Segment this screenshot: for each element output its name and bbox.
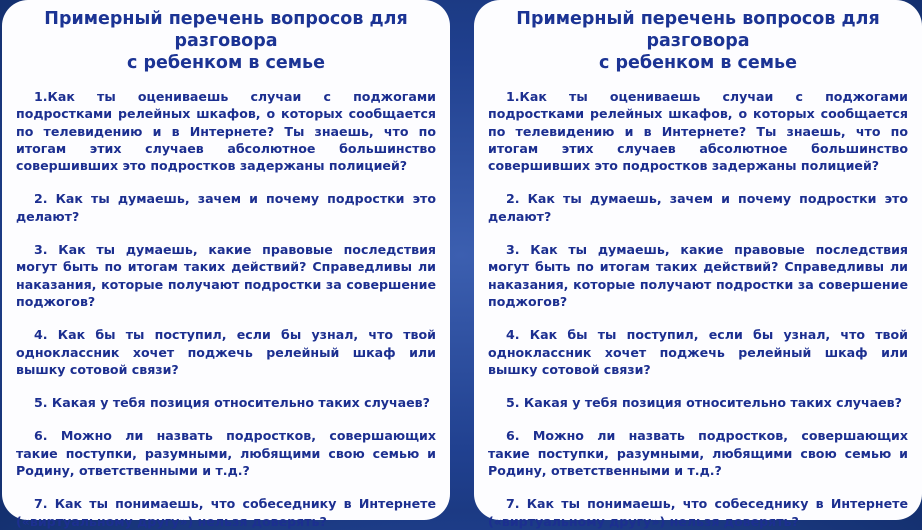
title-line-1: Примерный перечень вопросов для разговора [516,9,880,51]
question-6: 6. Можно ли назвать подростков, совершающих такие поступки, разумными, любящими свою семью и Родину, ответственными и т.д.? [16,428,436,479]
question-6: 6. Можно ли назвать подростков, совершающих такие поступки, разумными, любящими свою семью и Родину, ответственными и т.д.? [488,428,908,479]
question-2: 2. Как ты думаешь, зачем и почему подростки это делают? [16,191,436,224]
page-title [488,8,908,74]
title-line-2: с ребенком в семье [599,53,797,73]
page-title [16,8,436,74]
question-3: 3. Как ты думаешь, какие правовые последствия могут быть по итогам таких действий? Справедливы ли наказания, которые получают подростки за совершение поджогов? [16,242,436,309]
question-7: 7. Как ты понимаешь, что собеседнику в Интернете («виртуальному другу») нельзя доверять? [16,496,436,529]
question-5: 5. Какая у тебя позиция относительно таких случаев? [506,395,902,411]
document-page-right [474,0,922,529]
title-line-2: с ребенком в семье [127,53,325,73]
question-1: 1.Как ты оцениваешь случаи с поджогами подростками релейных шкафов, о которых сообщается по телевидению и в Интернете? Ты знаешь, что по итогам этих случаев абсолютное большинство совершивших это подростков задержаны полицией? [488,89,908,174]
question-2: 2. Как ты думаешь, зачем и почему подростки это делают? [488,191,908,224]
question-4: 4. Как бы ты поступил, если бы узнал, что твой одноклассник хочет поджечь релейный шкаф или вышку сотовой связи? [488,327,908,377]
title-line-1: Примерный перечень вопросов для разговора [44,9,408,51]
question-4: 4. Как бы ты поступил, если бы узнал, что твой одноклассник хочет поджечь релейный шкаф или вышку сотовой связи? [16,327,436,377]
question-3: 3. Как ты думаешь, какие правовые последствия могут быть по итогам таких действий? Справедливы ли наказания, которые получают подростки за совершение поджогов? [488,242,908,309]
document-page-left [2,0,450,529]
question-5: 5. Какая у тебя позиция относительно таких случаев? [34,395,430,411]
question-7: 7. Как ты понимаешь, что собеседнику в Интернете («виртуальному другу») нельзя доверять? [488,496,908,529]
question-1: 1.Как ты оцениваешь случаи с поджогами подростками релейных шкафов, о которых сообщается по телевидению и в Интернете? Ты знаешь, что по итогам этих случаев абсолютное большинство совершивших это подростков задержаны полицией? [16,89,436,174]
